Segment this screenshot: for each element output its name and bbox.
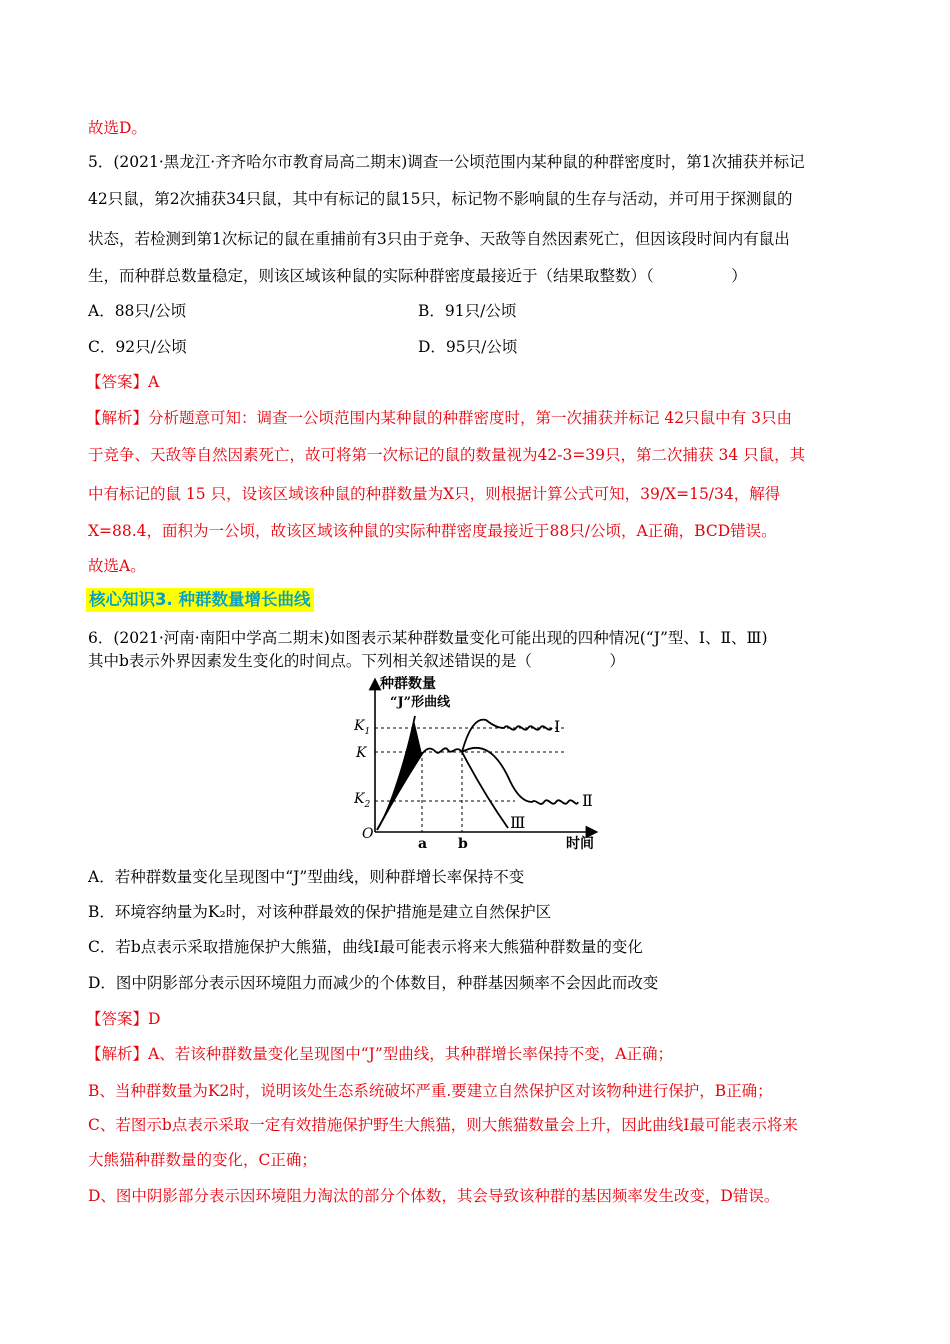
q5-stem-line-3: 状态，若检测到第1次标记的鼠在重捕前有3只由于竞争、天敌等自然因素死亡，但因该段时间内有鼠出	[88, 230, 790, 248]
curve-iii-label: Ⅲ	[510, 813, 526, 832]
q5-analysis-line-4: X=88.4，面积为一公顷，故该区域该种鼠的实际种群密度最接近于88只/公顷，A正确，BCD错误。	[88, 522, 777, 540]
q6-option-c: C．若b点表示采取措施保护大熊猫，曲线Ⅰ最可能表示将来大熊猫种群数量的变化	[88, 938, 643, 956]
curve-ii	[462, 748, 578, 804]
x-axis-label: 时间	[566, 836, 594, 852]
population-growth-figure	[340, 676, 610, 856]
y-axis-label: 种群数量	[380, 676, 436, 692]
q5-stem-line-2: 42只鼠，第2次捕获34只鼠，其中有标记的鼠15只，标记物不影响鼠的生存与活动，并可用于探测鼠的	[88, 190, 793, 208]
q5-analysis-line-1: 【解析】分析题意可知：调查一公顷范围内某种鼠的种群密度时，第一次捕获并标记 42只鼠中有 3只由	[86, 409, 792, 427]
s-curve	[377, 748, 462, 830]
q5-option-c: C．92只/公顷	[88, 338, 187, 356]
q6-analysis-line-3: C、若图示b点表示采取一定有效措施保护野生大熊猫，则大熊猫数量会上升，因此曲线Ⅰ最可能表示将来	[88, 1116, 798, 1134]
q6-analysis-line-5: D、图中阴影部分表示因环境阻力淘汰的部分个体数，其会导致该种群的基因频率发生改变，D错误。	[88, 1187, 780, 1205]
b-label: b	[458, 836, 468, 852]
q6-option-a: A．若种群数量变化呈现图中“J”型曲线，则种群增长率保持不变	[88, 868, 525, 886]
q6-analysis-line-4: 大熊猫种群数量的变化，C正确；	[88, 1151, 317, 1169]
q5-analysis-line-2: 于竞争、天敌等自然因素死亡，故可将第一次标记的鼠的数量视为42-3=39只，第二次捕获 34 只鼠，其	[88, 446, 806, 464]
q6-option-d: D．图中阴影部分表示因环境阻力而减少的个体数目，种群基因频率不会因此而改变	[88, 974, 659, 992]
j-curve-label: “J”形曲线	[390, 695, 451, 710]
q6-answer: 【答案】D	[86, 1010, 161, 1028]
q6-stem-line-1: 6．(2021·河南·南阳中学高二期末)如图表示某种群数量变化可能出现的四种情况(“J”型、Ⅰ、Ⅱ、Ⅲ)	[88, 629, 768, 647]
origin-label: O	[362, 826, 374, 842]
curve-ii-label: Ⅱ	[582, 791, 593, 810]
q5-stem-line-1: 5．(2021·黑龙江·齐齐哈尔市教育局高二期末)调查一公顷范围内某种鼠的种群密度时，第1次捕获并标记	[88, 153, 805, 171]
q6-analysis-line-2: B、当种群数量为K2时，说明该处生态系统破坏严重.要建立自然保护区对该物种进行保护，B正确；	[88, 1082, 773, 1100]
q5-analysis-line-3: 中有标记的鼠 15 只，设该区域该种鼠的种群数量为X只，则根据计算公式可知，39/X=15/34，解得	[88, 485, 781, 503]
curve-i-label: Ⅰ	[554, 717, 561, 736]
q5-option-b: B．91只/公顷	[418, 302, 517, 320]
a-label: a	[418, 836, 428, 852]
k-label: K	[356, 745, 367, 761]
q6-option-b: B．环境容纳量为K₂时，对该种群最效的保护措施是建立自然保护区	[88, 903, 552, 921]
q5-option-a: A．88只/公顷	[88, 302, 187, 320]
q5-option-d: D．95只/公顷	[418, 338, 518, 356]
q5-answer: 【答案】A	[86, 373, 160, 391]
k1-label: $K_1$	[354, 718, 371, 737]
section-title: 核心知识3. 种群数量增长曲线	[86, 588, 314, 612]
q5-conclusion: 故选A。	[88, 557, 146, 575]
q4-conclusion: 故选D。	[88, 119, 147, 137]
k2-label: $K_2$	[354, 791, 371, 810]
q5-stem-line-4: 生，而种群总数量稳定，则该区域该种鼠的实际种群密度最接近于（结果取整数）（ ）	[88, 267, 747, 285]
q6-stem-line-2: 其中b表示外界因素发生变化的时间点。下列相关叙述错误的是（ ）	[88, 652, 625, 670]
q6-analysis-line-1: 【解析】A、若该种群数量变化呈现图中“J”型曲线，其种群增长率保持不变，A正确；	[86, 1045, 673, 1063]
